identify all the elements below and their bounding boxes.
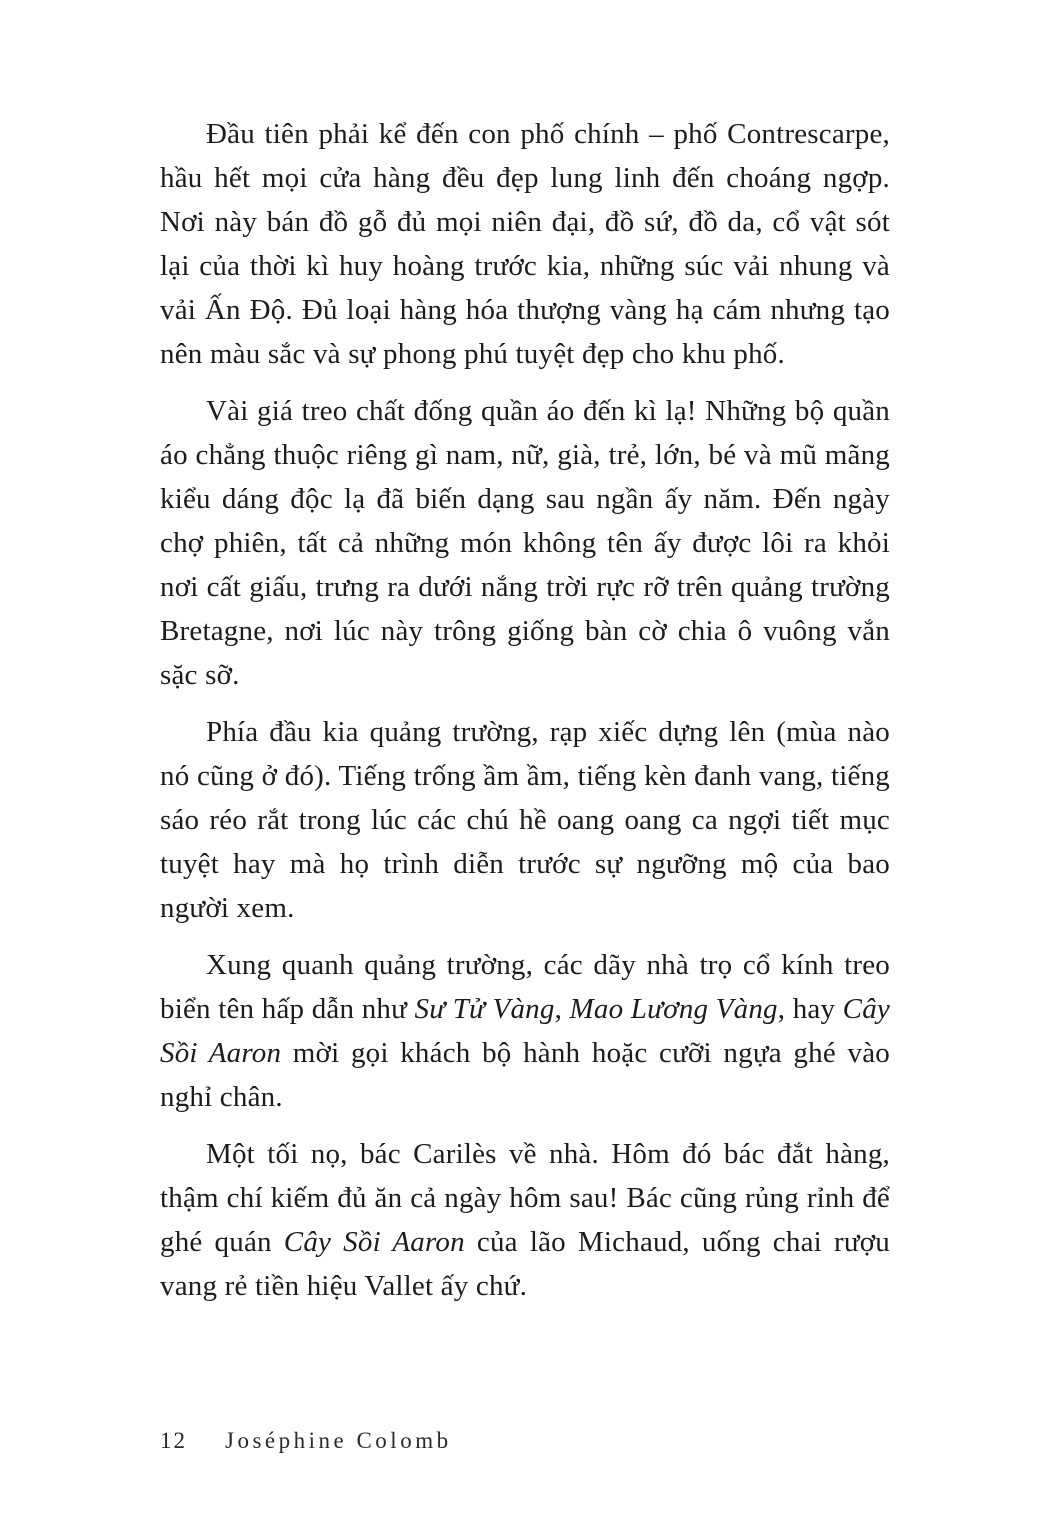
text-run: Xung quanh quảng trường, các dãy nhà trọ cổ kính treo biển tên hấp dẫn như (160, 949, 890, 1025)
author-name: Joséphine Colomb (225, 1428, 452, 1453)
text-run: , hay (777, 993, 843, 1025)
text-run: , (554, 993, 570, 1025)
page-number: 12 (160, 1428, 187, 1453)
paragraph (160, 389, 890, 697)
paragraph (160, 710, 890, 930)
italic-run: Mao Lương Vàng (569, 993, 778, 1025)
paragraph (160, 1132, 890, 1308)
italic-run: Sư Tử Vàng (414, 993, 555, 1025)
page-content (160, 112, 890, 1321)
text-run: Vài giá treo chất đống quần áo đến kì lạ! Những bộ quần áo chẳng thuộc riêng gì nam, nữ, già, trẻ, lớn, bé và mũ mãng kiểu dáng độc lạ đã biến dạng sau ngần ấy năm. Đến ngày chợ phiên, tất cả những món không tên ấy được lôi ra khỏi nơi cất giấu, trưng ra dưới nắng trời rực rỡ trên quảng trường Bretagne, nơi lúc này trông giống bàn cờ chia ô vuông vắn sặc sỡ. (160, 395, 890, 691)
text-run: của lão Michaud, uống chai rượu vang rẻ tiền hiệu Vallet ấy chứ. (160, 1226, 890, 1302)
text-run: Một tối nọ, bác Carilès về nhà. Hôm đó bác đắt hàng, thậm chí kiếm đủ ăn cả ngày hôm sau! Bác cũng rủng rỉnh để ghé quán (160, 1138, 890, 1258)
text-run: mời gọi khách bộ hành hoặc cưỡi ngựa ghé vào nghỉ chân. (160, 1037, 890, 1113)
page-footer (160, 1428, 452, 1454)
paragraph (160, 112, 890, 376)
italic-run: Cây Sồi Aaron (160, 993, 890, 1069)
italic-run: Cây Sồi Aaron (283, 1226, 465, 1258)
text-run: Phía đầu kia quảng trường, rạp xiếc dựng lên (mùa nào nó cũng ở đó). Tiếng trống ầm ầm, tiếng kèn đanh vang, tiếng sáo réo rắt trong lúc các chú hề oang oang ca ngợi tiết mục tuyệt hay mà họ trình diễn trước sự ngưỡng mộ của bao người xem. (160, 716, 890, 924)
paragraph (160, 943, 890, 1119)
text-run: Đầu tiên phải kể đến con phố chính – phố Contrescarpe, hầu hết mọi cửa hàng đều đẹp lung linh đến choáng ngợp. Nơi này bán đồ gỗ đủ mọi niên đại, đồ sứ, đồ da, cổ vật sót lại của thời kì huy hoàng trước kia, những súc vải nhung và vải Ấn Độ. Đủ loại hàng hóa thượng vàng hạ cám nhưng tạo nên màu sắc và sự phong phú tuyệt đẹp cho khu phố. (160, 118, 890, 370)
